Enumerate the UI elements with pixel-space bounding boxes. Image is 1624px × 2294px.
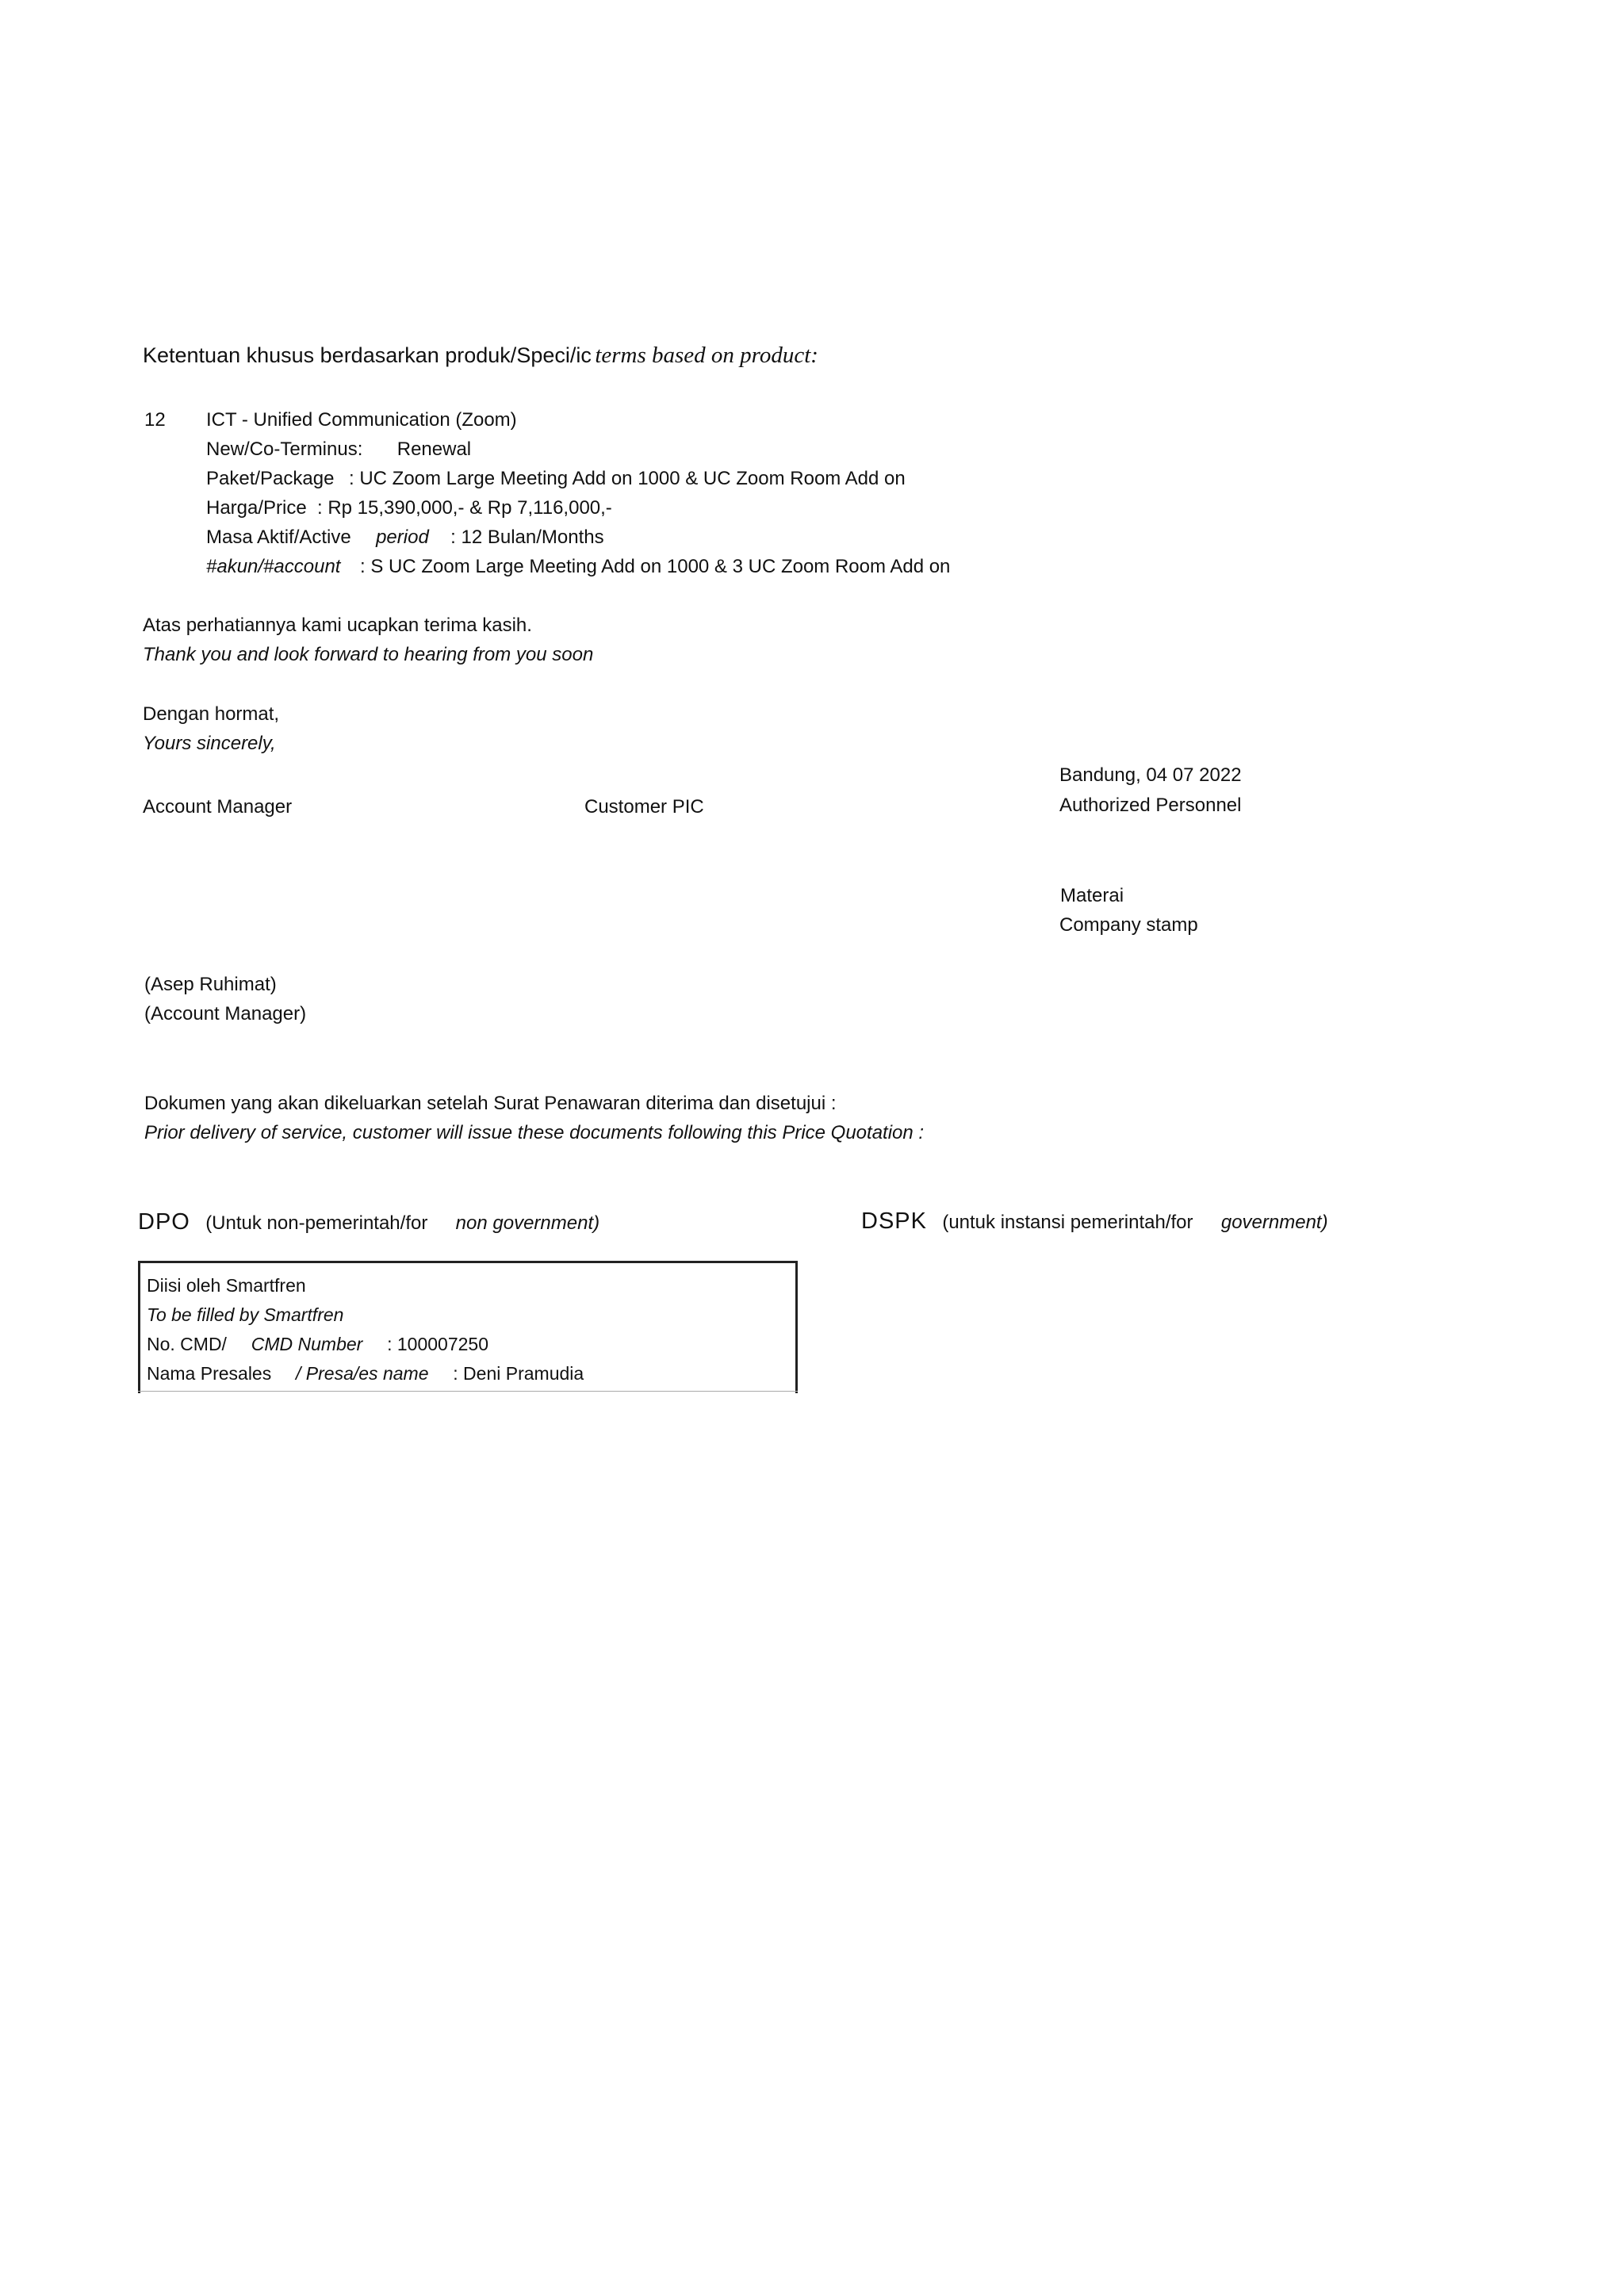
thanks-en: Thank you and look forward to hearing from you soon (143, 644, 594, 665)
box-bottom-line (138, 1391, 798, 1392)
dspk-italic: government) (1220, 1212, 1328, 1233)
box-line-2: To be filled by Smartfren (147, 1304, 344, 1325)
account-value: : S UC Zoom Large Meeting Add on 1000 & 3 UC Zoom Room Add on (360, 556, 951, 577)
cmd-number-value: : 100007250 (387, 1334, 488, 1354)
account-manager-title: (Account Manager) (144, 1003, 307, 1024)
cmd-number-label: No. CMD/ (147, 1334, 227, 1354)
dpo-italic: non government) (455, 1212, 600, 1234)
presales-row (147, 1362, 584, 1384)
presales-value: : Deni Pramudia (453, 1363, 584, 1384)
new-co-terminus-value: Renewal (396, 439, 472, 460)
dpo-text: (Untuk non-pemerintah/for (205, 1212, 428, 1234)
price-label: Harga/Price (206, 497, 307, 519)
dpo-code: DPO (138, 1209, 190, 1235)
new-co-terminus-row (206, 438, 471, 461)
dspk-code: DSPK (861, 1208, 927, 1234)
box-line-1: Diisi oleh Smartfren (147, 1275, 306, 1296)
new-co-terminus-label: New/Co-Terminus: (206, 439, 363, 460)
period-label-italic: period (376, 527, 429, 548)
documents-id: Dokumen yang akan dikeluarkan setelah Surat Penawaran diterima dan disetujui : (144, 1093, 837, 1114)
presales-label-italic: / Presa/es name (296, 1363, 429, 1384)
period-value: : 12 Bulan/Months (450, 527, 604, 548)
smartfren-fill-box (138, 1261, 798, 1393)
presales-label: Nama Presales (147, 1363, 272, 1384)
terms-heading (143, 343, 818, 369)
account-manager-name: (Asep Ruhimat) (144, 974, 277, 995)
dspk-text: (untuk instansi pemerintah/for (942, 1212, 1193, 1233)
package-value: : UC Zoom Large Meeting Add on 1000 & UC Zoom Room Add on (349, 468, 906, 489)
cmd-number-row (147, 1333, 488, 1355)
period-row (206, 526, 604, 550)
materai-label: Materai (1060, 885, 1124, 906)
account-manager-label: Account Manager (143, 796, 293, 818)
terms-heading-text: Ketentuan khusus berdasarkan produk/Speci/ic (143, 343, 592, 367)
dpo-row (138, 1210, 599, 1235)
price-value: : Rp 15,390,000,- & Rp 7,116,000,- (317, 497, 612, 519)
dspk-row (861, 1209, 1328, 1235)
thanks-id: Atas perhatiannya kami ucapkan terima kasih. (143, 615, 532, 636)
product-number: 12 (144, 409, 166, 431)
period-label: Masa Aktif/Active (206, 527, 351, 548)
authorized-personnel-label: Authorized Personnel (1059, 795, 1242, 816)
cmd-number-label-italic: CMD Number (251, 1334, 363, 1354)
closing-en: Yours sincerely, (143, 733, 276, 754)
account-label: #akun/#account (206, 556, 341, 577)
signature-date: Bandung, 04 07 2022 (1059, 764, 1242, 786)
package-label: Paket/Package (206, 468, 335, 489)
documents-en: Prior delivery of service, customer will issue these documents following this Price Quotation : (144, 1122, 925, 1143)
customer-pic-label: Customer PIC (584, 796, 704, 818)
closing-id: Dengan hormat, (143, 703, 280, 725)
product-name: ICT - Unified Communication (Zoom) (206, 409, 517, 431)
terms-heading-italic: terms based on product: (595, 343, 818, 368)
company-stamp-label: Company stamp (1059, 914, 1198, 936)
